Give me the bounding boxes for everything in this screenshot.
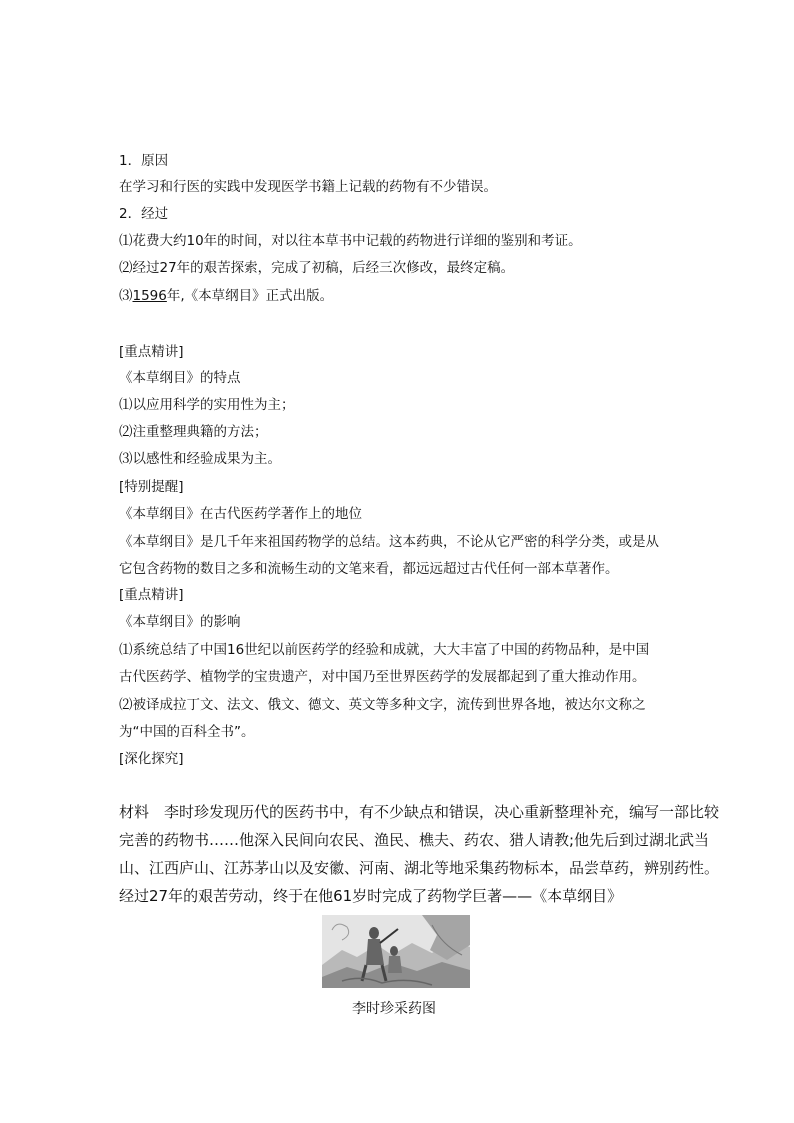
focus-tag-1: [重点精讲] <box>119 344 184 360</box>
explore-tag: [深化探究] <box>119 751 184 767</box>
material-line-3: 山、江西庐山、江苏茅山以及安徽、河南、湖北等地采集药物标本，品尝草药，辨别药性。 <box>119 859 720 877</box>
publication-year: 1596 <box>132 288 167 304</box>
feature-item-3: ⑶以感性和经验成果为主。 <box>119 451 281 467</box>
heading-reason: 1．原因 <box>119 153 169 169</box>
process-item-3-prefix: ⑶ <box>119 288 133 304</box>
status-text-line-2: 它包含药物的数目之多和流畅生动的文笔来看，都远远超过古代任何一部本草著作。 <box>119 561 619 577</box>
process-item-3 <box>119 286 333 306</box>
influence-item-2-line-2: 为“中国的百科全书”。 <box>119 724 255 740</box>
status-text-line-1: 《本草纲目》是几千年来祖国药物学的总结。这本药典，不论从它严密的科学分类，或是从 <box>119 534 659 550</box>
focus-tag-2: [重点精讲] <box>119 587 184 603</box>
process-item-3-suffix: 年,《本草纲目》正式出版。 <box>166 288 334 304</box>
material-line-4: 经过27年的艰苦劳动，终于在他61岁时完成了药物学巨著——《本草纲目》 <box>119 887 623 905</box>
material-line-1: 材料 李时珍发现历代的医药书中，有不少缺点和错误，决心重新整理补充，编写一部比较 <box>119 803 720 821</box>
influence-item-1-line-1: ⑴系统总结了中国16世纪以前医药学的经验和成就，大大丰富了中国的药物品种，是中国 <box>119 642 650 658</box>
special-tag: [特别提醒] <box>119 479 184 495</box>
influence-item-1-line-2: 古代医药学、植物学的宝贵遗产，对中国乃至世界医药学的发展都起到了重大推动作用。 <box>119 669 646 685</box>
influence-title: 《本草纲目》的影响 <box>119 614 241 630</box>
feature-item-1: ⑴以应用科学的实用性为主； <box>119 397 295 413</box>
status-title: 《本草纲目》在古代医药学著作上的地位 <box>119 506 362 522</box>
feature-item-2: ⑵注重整理典籍的方法； <box>119 424 268 440</box>
heading-process: 2．经过 <box>119 206 169 222</box>
process-item-1: ⑴花费大约10年的时间，对以往本草书中记载的药物进行详细的鉴别和考证。 <box>119 233 582 249</box>
features-title: 《本草纲目》的特点 <box>119 370 241 386</box>
process-item-2: ⑵经过27年的艰苦探索，完成了初稿，后经三次修改，最终定稿。 <box>119 260 515 276</box>
herb-gathering-illustration <box>322 915 470 988</box>
illustration-caption: 李时珍采药图 <box>352 1001 436 1017</box>
influence-item-2-line-1: ⑵被译成拉丁文、法文、俄文、德文、英文等多种文字，流传到世界各地，被达尔文称之 <box>119 697 646 713</box>
reason-text: 在学习和行医的实践中发现医学书籍上记载的药物有不少错误。 <box>119 179 497 195</box>
material-line-2: 完善的药物书……他深入民间向农民、渔民、樵夫、药农、猎人请教;他先后到过湖北武当 <box>119 831 710 849</box>
